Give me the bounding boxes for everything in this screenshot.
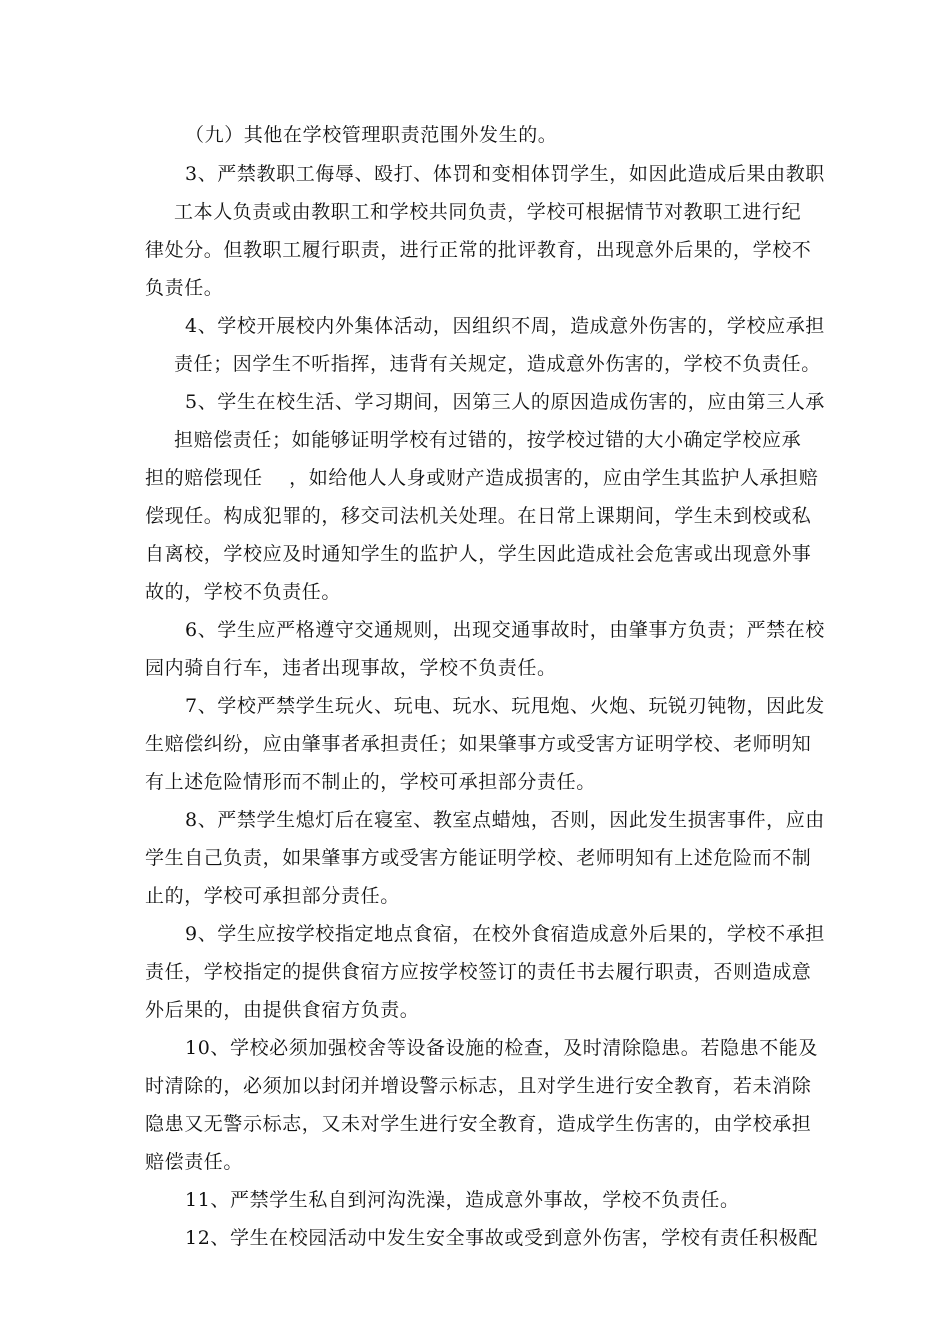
text-line: 自离校，学校应及时通知学生的监护人，学生因此造成社会危害或出现意外事 <box>145 543 812 565</box>
text-line: 园内骑自行车，违者出现事故，学校不负责任。 <box>145 657 557 679</box>
text-line: 3、严禁教职工侮辱、殴打、体罚和变相体罚学生，如因此造成后果由教职 <box>185 163 825 185</box>
text-line: 11、严禁学生私自到河沟洗澡，造成意外事故，学校不负责任。 <box>185 1189 740 1211</box>
text-line: 律处分。但教职工履行职责，进行正常的批评教育，出现意外后果的，学校不 <box>145 239 812 261</box>
text-line: 有上述危险情形而不制止的，学校可承担部分责任。 <box>145 771 596 793</box>
text-line: 10、学校必须加强校舍等设备设施的检查，及时清除隐患。若隐患不能及 <box>185 1037 818 1059</box>
text-line: 担赔偿责任；如能够证明学校有过错的，按学校过错的大小确定学校应承 <box>174 429 802 451</box>
text-line: 负责任。 <box>145 277 224 299</box>
text-line: （九）其他在学校管理职责范围外发生的。 <box>185 124 558 146</box>
text-line: 责任；因学生不听指挥，违背有关规定，造成意外伤害的，学校不负责任。 <box>174 353 821 375</box>
text-line: 5、学生在校生活、学习期间，因第三人的原因造成伤害的，应由第三人承 <box>185 391 825 413</box>
text-line: 偿现任。构成犯罪的，移交司法机关处理。在日常上课期间，学生未到校或私 <box>145 505 812 527</box>
text-line: 工本人负责或由教职工和学校共同负责，学校可根据情节对教职工进行纪 <box>174 201 802 223</box>
text-line: 担的赔偿现任 ，如给他人人身或财产造成损害的，应由学生其监护人承担赔 <box>145 467 819 489</box>
text-line: 12、学生在校园活动中发生安全事故或受到意外伤害，学校有责任积极配 <box>185 1227 818 1249</box>
text-line: 8、严禁学生熄灯后在寝室、教室点蜡烛，否则，因此发生损害事件，应由 <box>185 809 825 831</box>
text-line: 责任，学校指定的提供食宿方应按学校签订的责任书去履行职责，否则造成意 <box>145 961 812 983</box>
text-line: 时清除的，必须加以封闭并增设警示标志，且对学生进行安全教育，若未消除 <box>145 1075 812 1097</box>
text-line: 6、学生应严格遵守交通规则，出现交通事故时，由肇事方负责；严禁在校 <box>185 619 825 641</box>
text-line: 4、学校开展校内外集体活动，因组织不周，造成意外伤害的，学校应承担 <box>185 315 825 337</box>
text-line: 故的，学校不负责任。 <box>145 581 342 603</box>
text-line: 隐患又无警示标志，又未对学生进行安全教育，造成学生伤害的，由学校承担 <box>145 1113 812 1135</box>
text-line: 外后果的，由提供食宿方负责。 <box>145 999 420 1021</box>
text-line: 止的，学校可承担部分责任。 <box>145 885 400 907</box>
text-line: 9、学生应按学校指定地点食宿，在校外食宿造成意外后果的，学校不承担 <box>185 923 825 945</box>
text-line: 7、学校严禁学生玩火、玩电、玩水、玩甩炮、火炮、玩锐刃钝物，因此发 <box>185 695 825 717</box>
text-line: 学生自己负责，如果肇事方或受害方能证明学校、老师明知有上述危险而不制 <box>145 847 812 869</box>
text-line: 赔偿责任。 <box>145 1151 244 1173</box>
text-line: 生赔偿纠纷，应由肇事者承担责任；如果肇事方或受害方证明学校、老师明知 <box>145 733 812 755</box>
